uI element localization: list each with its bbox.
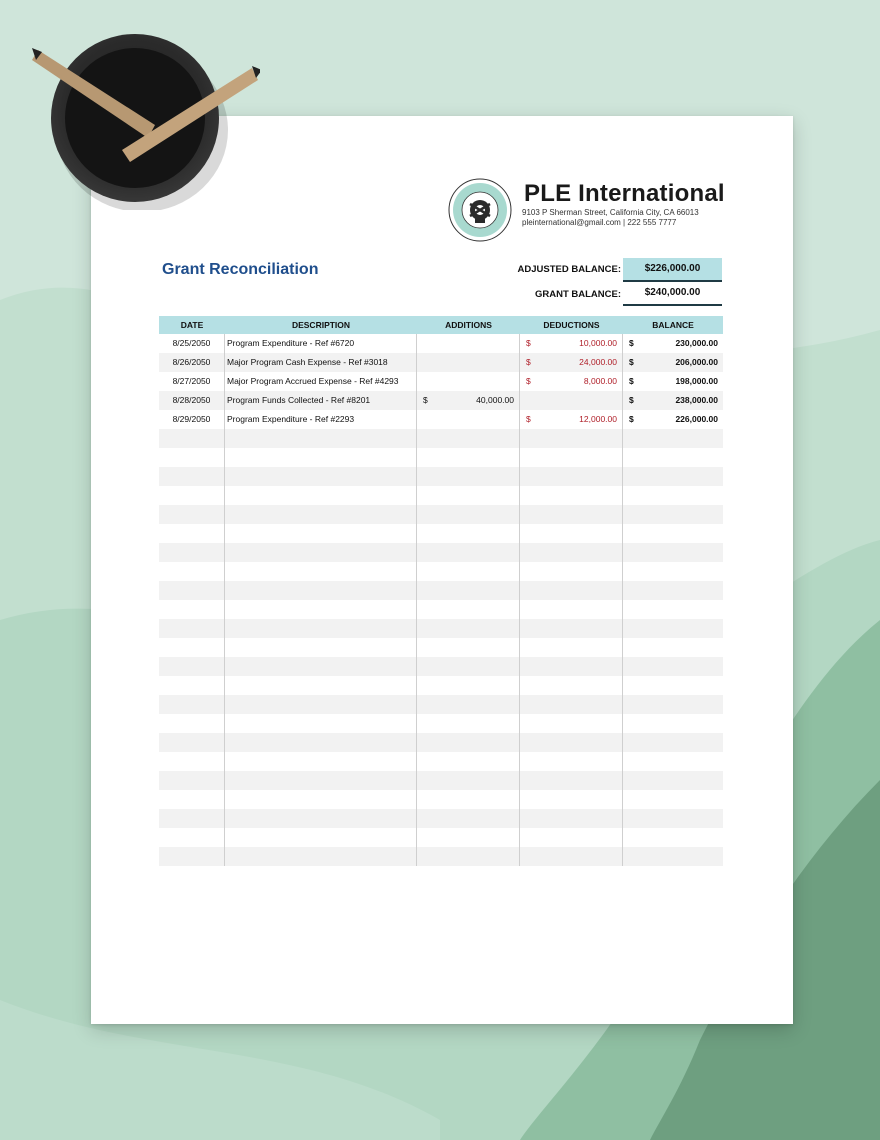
cell-addition	[417, 467, 520, 486]
page-title: Grant Reconciliation	[162, 261, 319, 278]
cell-date	[159, 543, 225, 562]
cell-date	[159, 714, 225, 733]
cell-deduction	[520, 657, 623, 676]
cell-addition	[417, 771, 520, 790]
cell-addition	[417, 638, 520, 657]
cell-date: 8/27/2050	[159, 372, 225, 391]
cell-description	[225, 581, 417, 600]
table-row	[159, 809, 723, 828]
cell-date	[159, 505, 225, 524]
cell-deduction	[520, 847, 623, 866]
column-header-description: DESCRIPTION	[291, 320, 351, 330]
cell-description	[225, 695, 417, 714]
cell-deduction	[520, 638, 623, 657]
cell-date	[159, 581, 225, 600]
cell-addition	[417, 695, 520, 714]
cell-addition	[417, 543, 520, 562]
cell-description	[225, 657, 417, 676]
amount-value: 8,000.00	[583, 376, 617, 386]
currency-symbol: $	[629, 414, 634, 424]
cell-description	[225, 486, 417, 505]
table-row	[159, 410, 723, 429]
cell-description	[225, 809, 417, 828]
currency-symbol: $	[526, 414, 531, 424]
cell-addition	[417, 353, 520, 372]
table-row	[159, 543, 723, 562]
cell-deduction	[520, 809, 623, 828]
table-row	[159, 771, 723, 790]
table-row	[159, 562, 723, 581]
cell-balance	[623, 353, 723, 372]
cell-addition	[417, 372, 520, 391]
cell-description: Program Expenditure - Ref #6720	[225, 334, 417, 353]
cell-addition	[417, 334, 520, 353]
table-row	[159, 695, 723, 714]
cell-date: 8/28/2050	[159, 391, 225, 410]
currency-symbol: $	[526, 338, 531, 348]
cell-balance	[623, 790, 723, 809]
amount-value: 24,000.00	[579, 357, 617, 367]
cell-date	[159, 847, 225, 866]
cell-balance	[623, 733, 723, 752]
table-row	[159, 486, 723, 505]
cell-date: 8/25/2050	[159, 334, 225, 353]
cell-date	[159, 524, 225, 543]
cell-addition	[417, 752, 520, 771]
table-row	[159, 372, 723, 391]
amount-value: 198,000.00	[675, 376, 718, 386]
cell-deduction	[520, 562, 623, 581]
company-logo	[448, 178, 512, 242]
cell-date	[159, 828, 225, 847]
table-row	[159, 847, 723, 866]
column-header-date: DATE	[180, 320, 204, 330]
cell-date	[159, 562, 225, 581]
currency-symbol: $	[526, 357, 531, 367]
cell-deduction	[520, 676, 623, 695]
cell-date: 8/26/2050	[159, 353, 225, 372]
cell-balance	[623, 448, 723, 467]
cell-description	[225, 467, 417, 486]
table-row	[159, 334, 723, 353]
company-contact: pleinternational@gmail.com | 222 555 7777	[522, 218, 677, 227]
cell-description	[225, 828, 417, 847]
cell-date	[159, 619, 225, 638]
cell-balance	[623, 429, 723, 448]
cell-addition	[417, 448, 520, 467]
cell-description: Major Program Cash Expense - Ref #3018	[225, 353, 417, 372]
cell-description: Major Program Accrued Expense - Ref #4293	[225, 372, 417, 391]
cell-deduction	[520, 619, 623, 638]
cell-addition	[417, 657, 520, 676]
cell-balance	[623, 391, 723, 410]
cell-date	[159, 657, 225, 676]
cell-deduction	[520, 353, 623, 372]
currency-symbol: $	[629, 357, 634, 367]
cell-balance	[623, 524, 723, 543]
table-body	[159, 334, 723, 866]
cell-addition	[417, 486, 520, 505]
cell-deduction	[520, 771, 623, 790]
currency-symbol: $	[629, 338, 634, 348]
table-row	[159, 581, 723, 600]
table-row	[159, 657, 723, 676]
cell-addition	[417, 391, 520, 410]
amount-value: 206,000.00	[675, 357, 718, 367]
cell-addition	[417, 790, 520, 809]
cell-balance	[623, 714, 723, 733]
amount-value: 10,000.00	[579, 338, 617, 348]
cell-addition	[417, 847, 520, 866]
cell-balance	[623, 562, 723, 581]
company-name: PLE International	[524, 180, 725, 207]
cell-addition	[417, 562, 520, 581]
column-header-balance: BALANCE	[652, 320, 694, 330]
cell-balance	[623, 581, 723, 600]
cell-addition	[417, 619, 520, 638]
cell-deduction	[520, 524, 623, 543]
amount-value: 226,000.00	[675, 414, 718, 424]
cell-deduction	[520, 486, 623, 505]
cell-date	[159, 467, 225, 486]
currency-symbol: $	[629, 395, 634, 405]
table-row	[159, 505, 723, 524]
cell-addition	[417, 733, 520, 752]
cell-deduction	[520, 733, 623, 752]
table-row	[159, 353, 723, 372]
cell-description: Program Funds Collected - Ref #8201	[225, 391, 417, 410]
table-row	[159, 600, 723, 619]
cell-deduction	[520, 391, 623, 410]
cell-deduction	[520, 581, 623, 600]
table-row	[159, 638, 723, 657]
table-row	[159, 828, 723, 847]
cell-addition	[417, 524, 520, 543]
cell-deduction	[520, 429, 623, 448]
cell-description	[225, 771, 417, 790]
company-address: 9103 P Sherman Street, California City, CA 66013	[522, 208, 699, 217]
cell-date	[159, 771, 225, 790]
cell-deduction	[520, 448, 623, 467]
grant-balance-value: $240,000.00	[623, 282, 722, 306]
cell-description	[225, 752, 417, 771]
adjusted-balance-value: $226,000.00	[623, 258, 722, 282]
cell-deduction	[520, 600, 623, 619]
cell-balance	[623, 657, 723, 676]
cell-balance	[623, 828, 723, 847]
cell-description	[225, 619, 417, 638]
cell-addition	[417, 714, 520, 733]
cell-deduction	[520, 410, 623, 429]
cell-balance	[623, 486, 723, 505]
adjusted-balance-label: ADJUSTED BALANCE:	[517, 264, 621, 275]
amount-value: 40,000.00	[476, 395, 514, 405]
amount-value: 12,000.00	[579, 414, 617, 424]
cell-balance	[623, 600, 723, 619]
cell-balance	[623, 752, 723, 771]
cell-balance	[623, 771, 723, 790]
cell-description	[225, 429, 417, 448]
cell-balance	[623, 847, 723, 866]
cell-description	[225, 790, 417, 809]
cell-description	[225, 714, 417, 733]
table-row	[159, 790, 723, 809]
cell-balance	[623, 676, 723, 695]
cell-balance	[623, 638, 723, 657]
table-row	[159, 676, 723, 695]
cell-description	[225, 638, 417, 657]
cell-deduction	[520, 714, 623, 733]
cell-deduction	[520, 543, 623, 562]
cell-description	[225, 505, 417, 524]
table-row	[159, 467, 723, 486]
cell-description	[225, 847, 417, 866]
cell-deduction	[520, 467, 623, 486]
table-row	[159, 429, 723, 448]
cell-description: Program Expenditure - Ref #2293	[225, 410, 417, 429]
grant-balance-label: GRANT BALANCE:	[534, 289, 621, 300]
cell-deduction	[520, 695, 623, 714]
currency-symbol: $	[526, 376, 531, 386]
cell-description	[225, 524, 417, 543]
cell-date	[159, 448, 225, 467]
cell-date	[159, 790, 225, 809]
cell-date	[159, 809, 225, 828]
cell-description	[225, 543, 417, 562]
table-row	[159, 733, 723, 752]
amount-value: 230,000.00	[675, 338, 718, 348]
cell-balance	[623, 334, 723, 353]
cell-description	[225, 600, 417, 619]
reconciliation-table	[159, 316, 723, 866]
cell-addition	[417, 429, 520, 448]
cell-deduction	[520, 334, 623, 353]
cell-date	[159, 676, 225, 695]
cell-addition	[417, 676, 520, 695]
cell-deduction	[520, 372, 623, 391]
table-row	[159, 619, 723, 638]
currency-symbol: $	[629, 376, 634, 386]
cell-balance	[623, 372, 723, 391]
cell-balance	[623, 543, 723, 562]
cell-date	[159, 429, 225, 448]
column-header-deductions: DEDUCTIONS	[543, 320, 600, 330]
cell-description	[225, 562, 417, 581]
cell-description	[225, 676, 417, 695]
cell-date	[159, 752, 225, 771]
cell-balance	[623, 695, 723, 714]
cell-date	[159, 733, 225, 752]
cell-balance	[623, 619, 723, 638]
cell-balance	[623, 505, 723, 524]
cell-deduction	[520, 790, 623, 809]
table-row	[159, 714, 723, 733]
currency-symbol: $	[423, 395, 428, 405]
document-sheet	[91, 116, 793, 1024]
cell-date	[159, 695, 225, 714]
table-row	[159, 448, 723, 467]
table-header	[159, 316, 723, 334]
column-header-additions: ADDITIONS	[445, 320, 492, 330]
cell-deduction	[520, 828, 623, 847]
cell-deduction	[520, 752, 623, 771]
cell-addition	[417, 410, 520, 429]
cell-date	[159, 486, 225, 505]
amount-value: 238,000.00	[675, 395, 718, 405]
cell-addition	[417, 828, 520, 847]
cell-description	[225, 448, 417, 467]
cell-balance	[623, 467, 723, 486]
cell-addition	[417, 600, 520, 619]
cell-addition	[417, 581, 520, 600]
cell-balance	[623, 410, 723, 429]
table-row	[159, 524, 723, 543]
cell-description	[225, 733, 417, 752]
table-row	[159, 391, 723, 410]
cell-addition	[417, 809, 520, 828]
cell-deduction	[520, 505, 623, 524]
cell-date	[159, 600, 225, 619]
cell-date	[159, 638, 225, 657]
table-row	[159, 752, 723, 771]
cell-balance	[623, 809, 723, 828]
cell-addition	[417, 505, 520, 524]
cell-date: 8/29/2050	[159, 410, 225, 429]
pencil-cup-image	[30, 30, 260, 210]
